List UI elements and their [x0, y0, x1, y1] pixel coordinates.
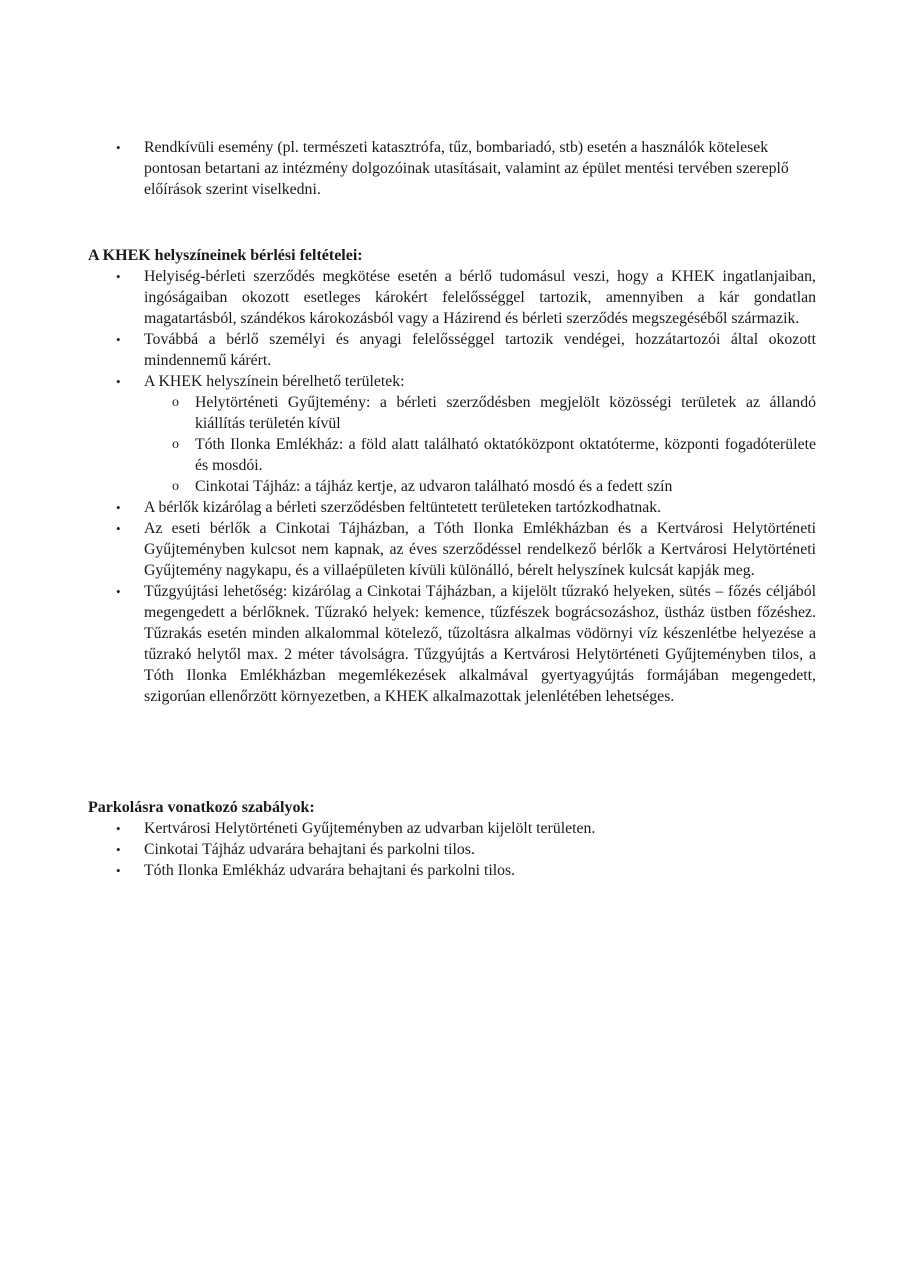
rental-conditions-heading: A KHEK helyszíneinek bérlési feltételei:	[88, 247, 363, 264]
parking-rules-heading: Parkolásra vonatkozó szabályok:	[88, 799, 315, 816]
list-item-allowed-areas: • A bérlők kizárólag a bérleti szerződésben feltüntetett területeken tartózkodhatnak.	[88, 497, 816, 518]
rentable-areas-label: A KHEK helyszínein bérelhető területek:	[144, 373, 405, 390]
list-item-parking-memorial: • Tóth Ilonka Emlékház udvarára behajtani és parkolni tilos.	[88, 860, 816, 881]
list-item-rentable-areas	[88, 371, 816, 497]
sublist-item-cinkota-folk-house: o Cinkotai Tájház: a tájház kertje, az udvaron található mosdó és a fedett szín	[144, 476, 816, 497]
list-item-parking-folk-house: • Cinkotai Tájház udvarára behajtani és parkolni tilos.	[88, 839, 816, 860]
list-item-liability: • Helyiség-bérleti szerződés megkötése esetén a bérlő tudomásul veszi, hogy a KHEK ingatlanjaiban, ingóságaiban okozott esetleges károkért felelősséggel tartozik, amennyiben a kár gondatlan magatartásból, szándékos károkozásból vagy a Házirend és bérleti szerződés megszegéséből származik.	[88, 266, 816, 329]
emergency-list	[88, 137, 816, 200]
sublist-item-local-history-collection: o Helytörténeti Gyűjtemény: a bérleti szerződésben megjelölt közösségi területek az állandó kiállítás területén kívül	[144, 392, 816, 434]
parking-rules-section	[88, 818, 816, 881]
list-item-parking-collection: • Kertvárosi Helytörténeti Gyűjteményben az udvarban kijelölt területen.	[88, 818, 816, 839]
rental-conditions-section	[88, 266, 816, 707]
parking-rules-list	[88, 818, 816, 881]
sublist-item-toth-ilonka-memorial: o Tóth Ilonka Emlékház: a föld alatt található oktatóközpont oktatóterme, központi fogadóterülete és mosdói.	[144, 434, 816, 476]
emergency-section	[88, 137, 816, 200]
list-item-fire-making: • Tűzgyújtási lehetőség: kizárólag a Cinkotai Tájházban, a kijelölt tűzrakó helyeken, sütés – főzés céljából megengedett a bérlőknek. Tűzrakó helyek: kemence, tűzfészek bográcsozáshoz, üstház üstben főzéshez. Tűzrakás esetén minden alkalommal kötelező, tűzoltásra alkalmas vödörnyi víz készenlétbe helyezése a tűzrakó helytől max. 2 méter távolságra. Tűzgyújtás a Kertvárosi Helytörténeti Gyűjteményben tilos, a Tóth Ilonka Emlékházban megemlékezések alkalmával gyertyagyújtás formájában megengedett, szigorúan ellenőrzött környezetben, a KHEK alkalmazottak jelenlétében lehetséges.	[88, 581, 816, 707]
list-item-keys: • Az eseti bérlők a Cinkotai Tájházban, a Tóth Ilonka Emlékházban és a Kertvárosi Helytörténeti Gyűjteményben kulcsot nem kapnak, az éves szerződéssel rendelkező bérlők a Kertvárosi Helytörténeti Gyűjtemény nagykapu, és a villaépületen kívüli különálló, bérelt helyszínek kulcsát kapják meg.	[88, 518, 816, 581]
list-item-emergency: • Rendkívüli esemény (pl. természeti katasztrófa, tűz, bombariadó, stb) esetén a használók kötelesek pontosan betartani az intézmény dolgozóinak utasításait, valamint az épület mentési tervében szereplő előírások szerint viselkedni.	[88, 137, 816, 200]
rental-conditions-list	[88, 266, 816, 707]
rentable-areas-sublist	[144, 392, 816, 497]
list-item-guest-liability: • Továbbá a bérlő személyi és anyagi felelősséggel tartozik vendégei, hozzátartozói által okozott mindennemű kárért.	[88, 329, 816, 371]
